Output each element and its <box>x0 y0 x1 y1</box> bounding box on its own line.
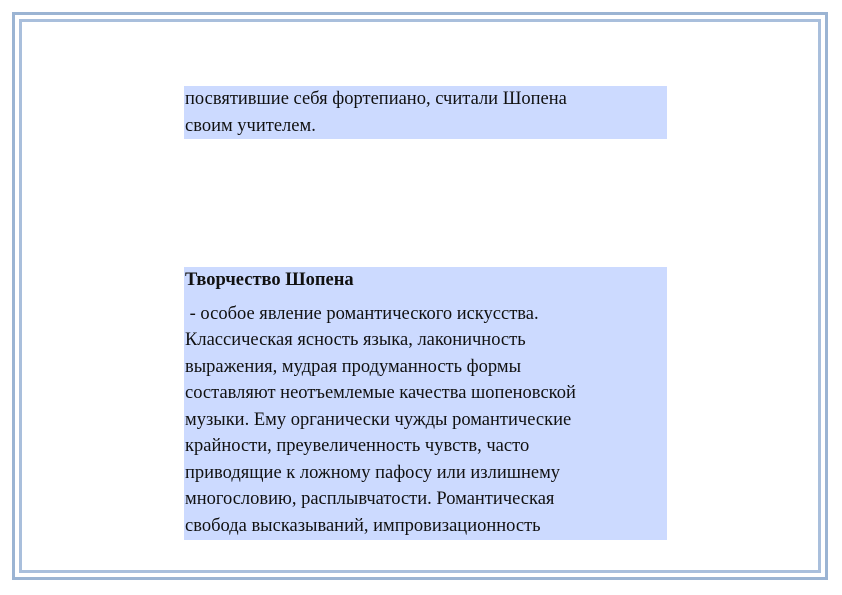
fragment1-line2: своим учителем. <box>185 115 316 136</box>
body-line: - особое явление романтического искусства. <box>185 303 539 324</box>
body-line: составляют неотъемлемые качества шопеновской <box>185 383 576 403</box>
text-fragment-chopin <box>184 267 667 540</box>
fragment1-line1: посвятившие себя фортепиано, считали Шопена <box>185 89 567 109</box>
text-fragment-top <box>184 86 667 139</box>
body-line: крайности, преувеличенность чувств, часто <box>185 436 530 456</box>
body-line: свобода высказываний, импровизационность <box>185 515 541 536</box>
body-line: выражения, мудрая продуманность формы <box>185 356 522 377</box>
body-line: Классическая ясность языка, лаконичность <box>185 330 526 350</box>
section-heading: Творчество Шопена <box>185 270 354 290</box>
body-line: музыки. Ему органически чужды романтические <box>185 409 572 430</box>
body-line: многословию, расплывчатости. Романтическая <box>185 489 555 509</box>
body-line: приводящие к ложному пафосу или излишнему <box>185 462 561 483</box>
